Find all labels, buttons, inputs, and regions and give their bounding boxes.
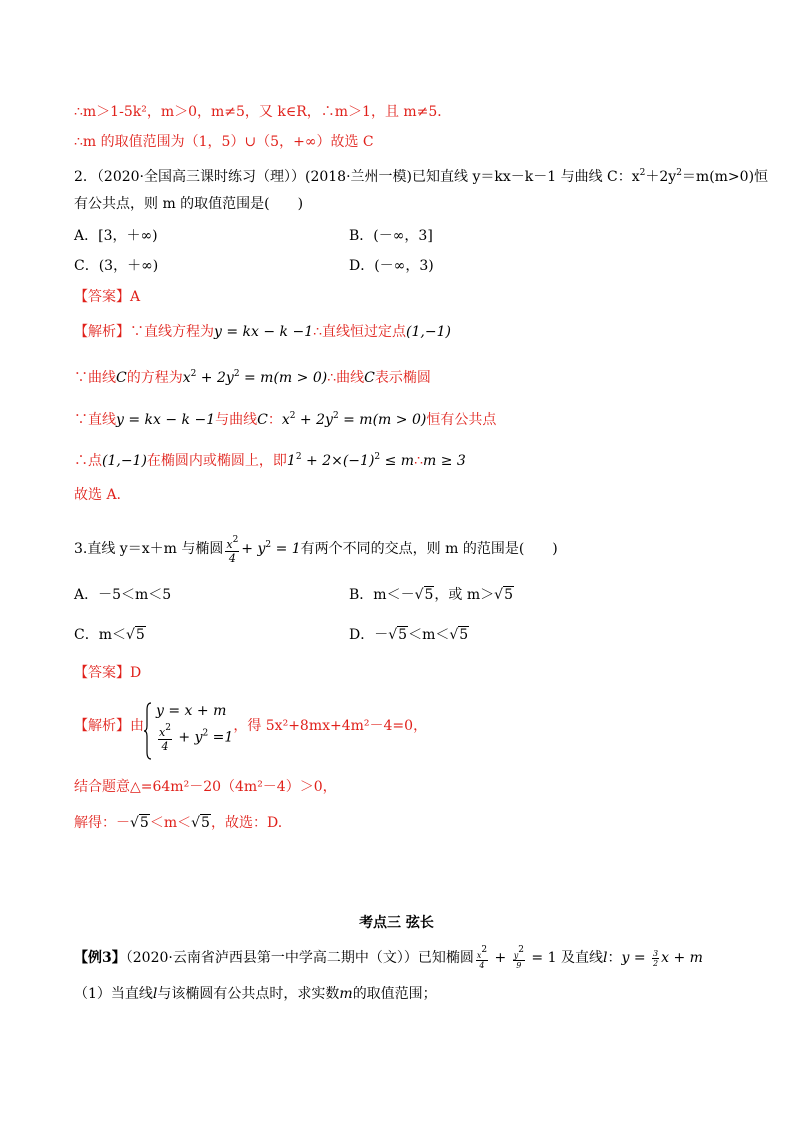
q3-option-a: A．－5＜m＜5 bbox=[74, 587, 172, 603]
q2-analysis-line-2: ∵曲线C的方程为$x^2 + 2y^2 = m(m$ > 0)∴曲线C表示椭圆 bbox=[74, 369, 431, 386]
q3-option-b: B．m＜－√5，或 m＞√5 bbox=[349, 587, 513, 603]
equation-system: y = x + m $\frac{x^2}{4}$ + $y^2 =1$ bbox=[144, 700, 233, 753]
q3-solution: 解得：－√5＜m＜√5，故选：D. bbox=[74, 815, 283, 831]
q2-analysis-line-1: 【解析】∵直线方程为y = kx − k −1∴直线恒过定点(1,−1) bbox=[74, 324, 451, 340]
q3-fraction: $\frac{x^2}{4}$ bbox=[226, 534, 239, 565]
example-3-stem: 【例3】（2020·云南省泸西县第一中学高二期中（文））已知椭圆 $\frac{x2}{4}$ + $\frac{y2}{9}$ = 1 及直线l：y = $\frac{3}{2}$ x + m bbox=[74, 945, 703, 970]
sqrt-five: √5 bbox=[191, 815, 210, 831]
sqrt-five: √5 bbox=[449, 627, 469, 643]
q3-option-d: D．－√5＜m＜√5 bbox=[349, 627, 469, 643]
solution-line-2: ∴m 的取值范围为（1，5）∪（5，+∞）故选 C bbox=[74, 134, 374, 150]
q2-option-d: D．(－∞，3) bbox=[349, 258, 434, 274]
section-title: 考点三 弦长 bbox=[359, 915, 434, 931]
sqrt-five: √5 bbox=[388, 627, 408, 643]
left-brace-icon bbox=[144, 702, 152, 760]
q2-analysis-line-4: ∴点(1,−1)在椭圆内或椭圆上，即$1^2 + 2\times(-1)^2$ ≤ m∴m ≥ 3 bbox=[74, 452, 466, 469]
sqrt-five: √5 bbox=[494, 587, 513, 603]
q2-option-b: B．(－∞，3] bbox=[349, 228, 433, 244]
sqrt-five: √5 bbox=[126, 627, 145, 643]
q2-answer: 【答案】A bbox=[74, 289, 141, 305]
q3-condition: 结合题意△=64m²－20（4m²－4）＞0， bbox=[74, 779, 337, 795]
q3-stem: 3.直线 y＝x＋m 与椭圆 $\frac{x^2}{4}$ + $y^2 = 1$有两个不同的交点，则 m 的范围是( ) bbox=[74, 534, 558, 565]
q2-option-c: C．(3，＋∞) bbox=[74, 258, 159, 274]
example-3-part-1: （1）当直线l与该椭圆有公共点时，求实数m的取值范围； bbox=[74, 986, 437, 1002]
q3-answer: 【答案】D bbox=[74, 665, 142, 681]
q2-conclusion: 故选 A. bbox=[74, 487, 122, 503]
solution-line-1: ∴m＞1-5k²，m＞0，m≠5，又 k∈R，∴m＞1，且 m≠5． bbox=[74, 104, 452, 120]
q3-option-c: C．m＜√5 bbox=[74, 627, 145, 643]
q2-stem-line-1: 2．（2020·全国高三课时练习（理））(2018·兰州一模)已知直线 y＝kx－k－1 与曲线 C：$x^2+2y^2=m(m>0)$恒 bbox=[74, 168, 769, 185]
sqrt-five: √5 bbox=[414, 587, 434, 603]
q2-option-a: A．[3，＋∞) bbox=[74, 228, 158, 244]
sqrt-five: √5 bbox=[130, 815, 149, 831]
q2-stem-line-2: 有公共点，则 m 的取值范围是( ) bbox=[74, 196, 304, 212]
q3-analysis: 【解析】由 y = x + m $\frac{x^2}{4}$ + $y^2 =1$ ，得 5x²+8mx+4m²－4=0， bbox=[74, 694, 733, 760]
q2-analysis-line-3: ∵直线y = kx − k −1与曲线C：$x^2 + 2y^2 = m(m > 0)$恒有公共点 bbox=[74, 411, 497, 428]
